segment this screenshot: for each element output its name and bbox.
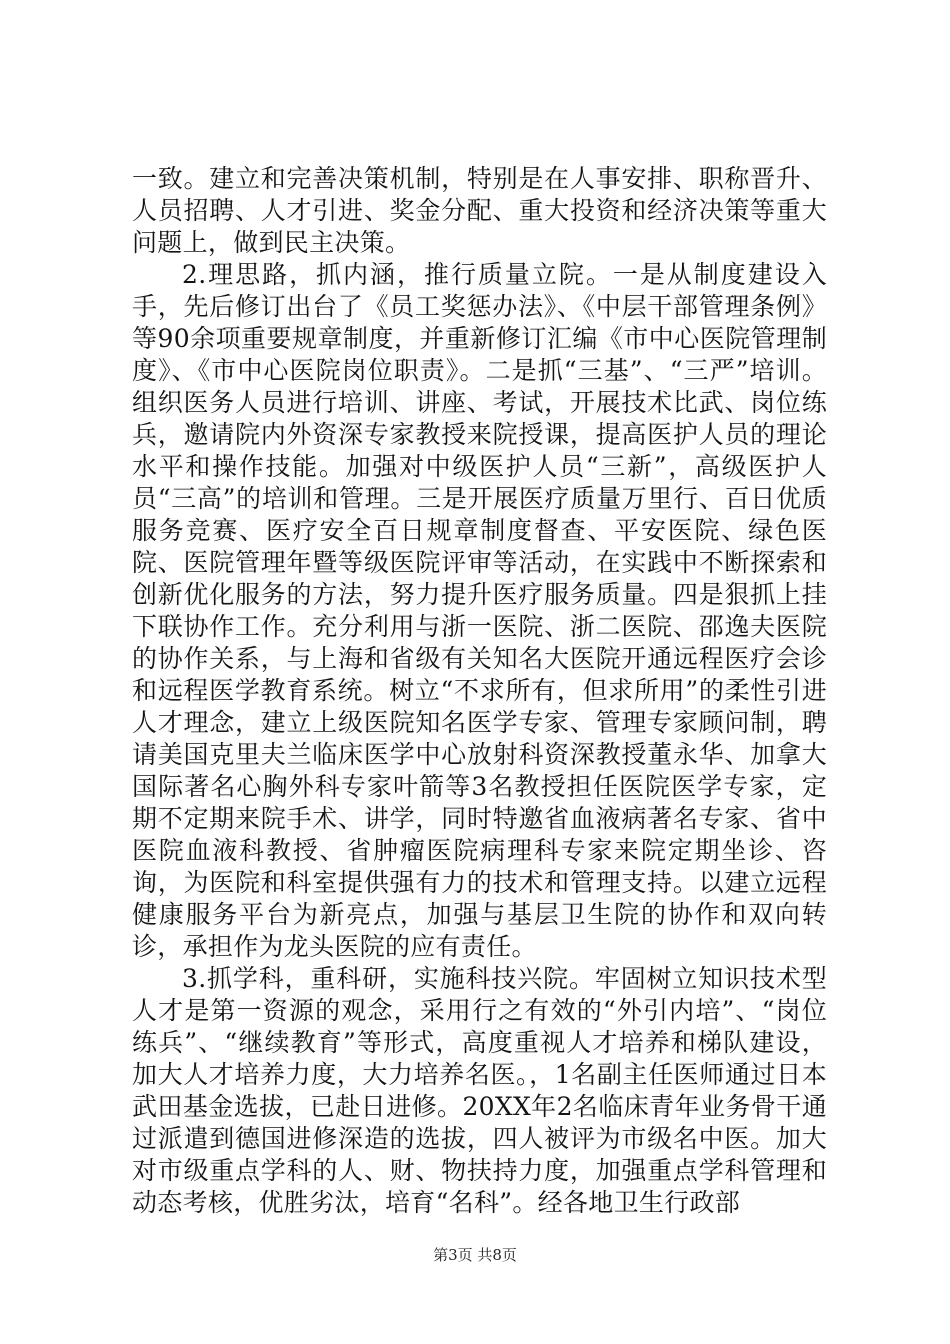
paragraph-section-2: 2.理思路，抓内涵，推行质量立院。一是从制度建设入手，先后修订出台了《员工奖惩办法》、《中层干部管理条例》等90余项重要规章制度，并重新修订汇编《市中心医院管理制度》、《市中心医院岗位职责》。二是抓“三基”、“三严”培训。组织医务人员进行培训、讲座、考试，开展技术比武、岗位练兵，邀请院内外资深专家教授来院授课，提高医护人员的理论水平和操作技能。加强对中级医护人员“三新”，高级医护人员“三高”的培训和管理。三是开展医疗质量万里行、百日优质服务竞赛、医疗安全百日规章制度督查、平安医院、绿色医院、医院管理年暨等级医院评审等活动，在实践中不断探索和创新优化服务的方法，努力提升医疗服务质量。四是狠抓上挂下联协作工作。充分利用与浙一医院、浙二医院、邵逸夫医院的协作关系，与上海和省级有关知名大医院开通远程医疗会诊和远程医学教育系统。树立“不求所有，但求所用”的柔性引进人才理念，建立上级医院知名医学专家、管理专家顾问制，聘请美国克里夫兰临床医学中心放射科资深教授董永华、加拿大国际著名心胸外科专家叶箭等3名教授担任医院医学专家，定期不定期来院手术、讲学，同时特邀省血液病著名专家、省中医院血液科教授、省肿瘤医院病理科专家来院定期坐诊、咨询，为医院和科室提供强有力的技术和管理支持。以建立远程健康服务平台为新亮点，加强与基层卫生院的协作和双向转诊，承担作为龙头医院的应有责任。 bbox=[132, 260, 828, 961]
document-body bbox=[132, 163, 827, 1219]
paragraph-section-3: 3.抓学科，重科研，实施科技兴院。牢固树立知识技术型人才是第一资源的观念，采用行之有效的“外引内培”、“岗位练兵”、“继续教育”等形式，高度重视人才培养和梯队建设，加大人才培养力度，大力培养名医。，1名副主任医师通过日本武田基金选拔，已赴日进修。20XX年2名临床青年业务骨干通过派遣到德国进修深造的选拔，四人被评为市级名中医。加大对市级重点学科的人、财、物扶持力度，加强重点学科管理和动态考核，优胜劣汰，培育“名科”。经各地卫生行政部 bbox=[132, 964, 827, 1217]
page-number-footer: 第3页 共8页 bbox=[433, 1246, 517, 1264]
paragraph-continuation: 一致。建立和完善决策机制，特别是在人事安排、职称晋升、人员招聘、人才引进、奖金分配、重大投资和经济决策等重大问题上，做到民主决策。 bbox=[132, 164, 827, 257]
